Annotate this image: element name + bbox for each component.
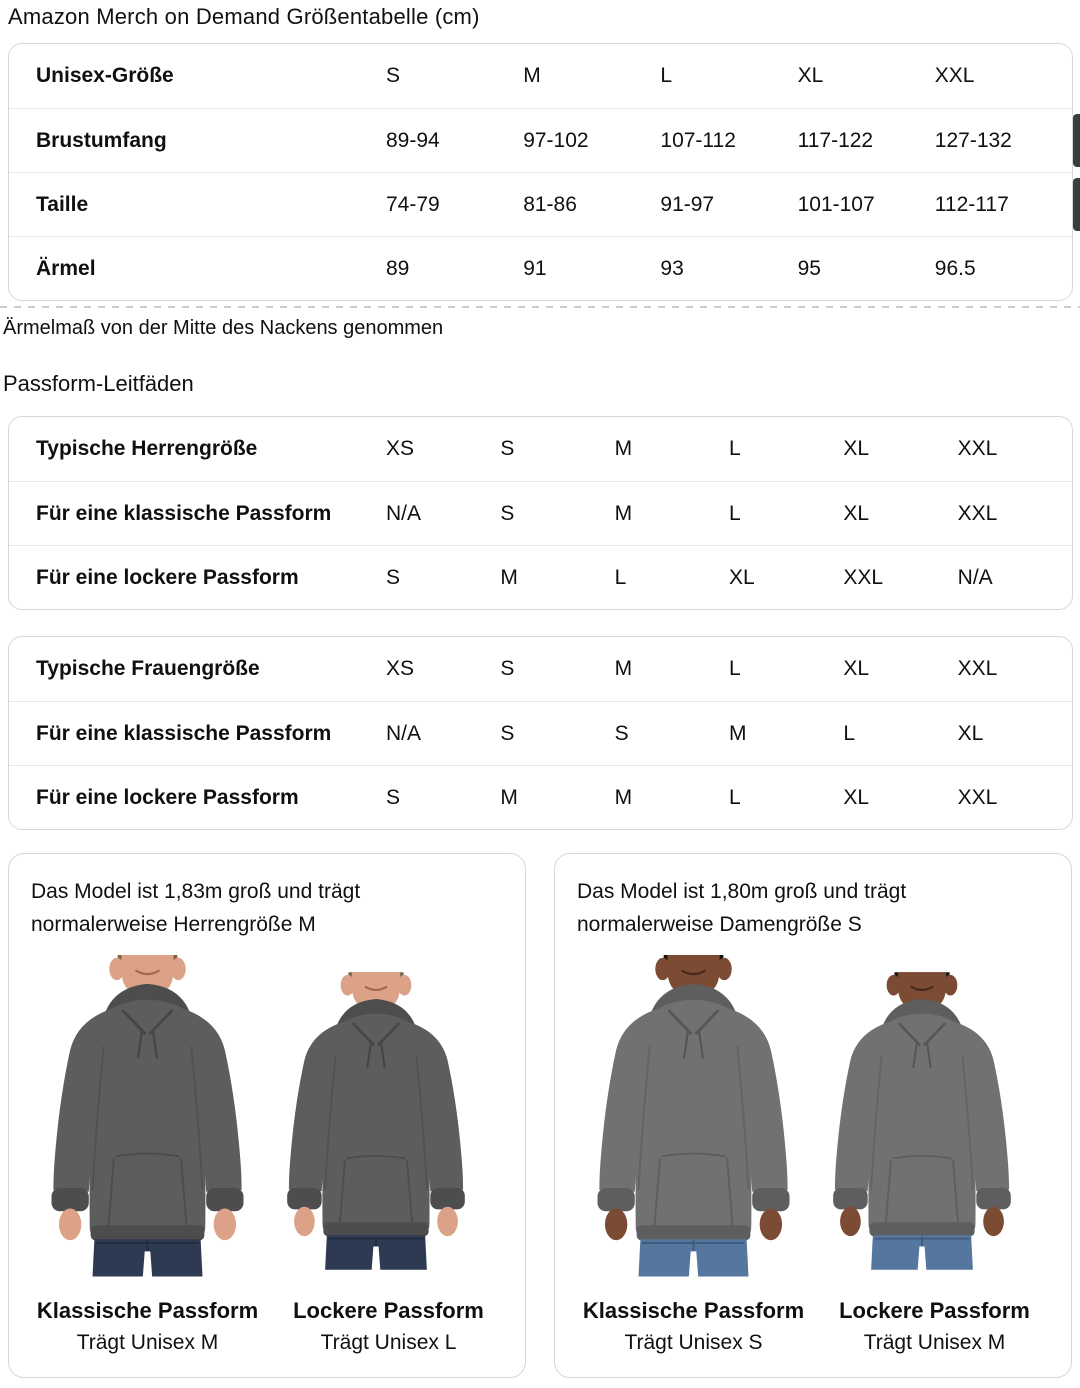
row-header: Brustumfang [36,128,167,152]
classic-fit-column [31,955,264,1355]
size-cell: L [614,565,627,589]
size-cell: 91-97 [660,192,715,216]
size-cell: S [614,721,629,745]
size-cell: L [729,501,741,525]
size-cell: S [500,721,515,745]
size-cell: L [843,721,856,745]
size-cell: XXL [957,501,998,525]
size-cell: XXL [843,565,884,589]
size-cell: XXL [934,64,975,87]
row-header: Für eine lockere Passform [36,785,299,809]
female-classic-fit-photo [577,955,810,1287]
size-cell: M [500,565,518,589]
table-row [9,765,1072,829]
mens-model-card [8,853,526,1378]
size-cell: XXL [957,657,998,680]
female-loose-fit-photo [818,955,1051,1287]
row-header: Ärmel [36,256,96,280]
model-description: Das Model ist 1,80m groß und trägt normalerweise Damengröße S [577,880,907,936]
size-cell: L [729,437,741,460]
row-header: Typische Herrengröße [36,437,258,460]
size-cell: M [614,501,633,525]
row-header: Unisex-Größe [36,64,174,87]
size-cell: L [729,785,741,809]
fit-guides-heading: Passform-Leitfäden [3,371,194,396]
row-header: Taille [36,192,89,216]
loose-fit-column [272,955,505,1355]
size-cell: 81-86 [523,192,577,216]
size-cell: S [500,657,515,680]
womens-model-card [554,853,1072,1378]
size-cell: M [614,657,633,680]
loose-fit-column [818,955,1051,1355]
table-row [9,44,1072,108]
size-cell: 91 [523,256,547,280]
size-cell: 93 [660,256,684,280]
mens-fit-table [8,416,1073,610]
size-cell: 95 [797,256,821,280]
table-row [9,637,1072,701]
unisex-size-table [8,43,1073,301]
table-row [9,545,1072,609]
size-cell: XS [386,437,415,460]
row-scrollbar-thumb[interactable] [1073,178,1080,231]
fit-label: Lockere Passform [839,1298,1030,1323]
sleeve-measure-note: Ärmelmaß von der Mitte des Nackens genommen [3,317,444,339]
size-worn-label: Trägt Unisex M [863,1331,1006,1354]
table-row [9,108,1072,172]
size-cell: S [386,785,401,809]
size-worn-label: Trägt Unisex S [624,1331,763,1354]
size-cell: XS [386,657,415,680]
size-cell: 97-102 [523,128,589,152]
row-scrollbar-thumb[interactable] [1073,114,1080,167]
table-row [9,481,1072,545]
size-cell: S [500,437,515,460]
table-row [9,701,1072,765]
row-header: Für eine lockere Passform [36,565,299,589]
size-cell: M [614,785,633,809]
size-cell: N/A [957,565,993,589]
size-worn-label: Trägt Unisex L [320,1331,457,1354]
dashed-divider [0,306,1080,308]
womens-fit-table [8,636,1073,830]
size-cell: N/A [386,721,422,745]
size-cell: 127-132 [934,128,1012,152]
size-cell: 96.5 [934,256,976,280]
fit-label: Klassische Passform [582,1298,805,1323]
size-cell: XL [843,501,870,525]
table-row [9,172,1072,236]
male-classic-fit-photo [31,955,264,1287]
row-header: Für eine klassische Passform [36,501,332,525]
size-cell: L [660,64,673,87]
photo-row [577,955,1051,1355]
size-cell: XL [729,565,755,589]
size-cell: M [729,721,747,745]
size-cell: 89-94 [386,128,440,152]
size-cell: M [614,437,633,460]
size-cell: 112-117 [934,192,1009,216]
size-cell: S [500,501,515,525]
fit-label: Lockere Passform [293,1298,484,1323]
size-cell: 107-112 [660,128,736,152]
row-header: Typische Frauengröße [36,657,260,680]
size-cell: XXL [957,785,998,809]
size-cell: XL [843,437,870,460]
model-description: Das Model ist 1,83m groß und trägt normalerweise Herrengröße M [31,880,361,936]
male-loose-fit-photo [272,955,505,1287]
size-cell: S [386,64,401,87]
size-cell: 74-79 [386,192,440,216]
size-worn-label: Trägt Unisex M [76,1331,219,1354]
size-cell: N/A [386,501,422,525]
size-cell: L [729,657,741,680]
size-cell: 89 [386,256,410,280]
classic-fit-column [577,955,810,1355]
photo-row [31,955,505,1355]
fit-label: Klassische Passform [36,1298,259,1323]
size-cell: M [523,64,541,87]
model-cards [8,853,1072,1378]
table-row [9,236,1072,300]
size-cell: M [500,785,518,809]
size-cell: 117-122 [797,128,874,152]
size-cell: XL [957,721,984,745]
size-cell: XL [797,64,824,87]
table-row [9,417,1072,481]
page-title: Amazon Merch on Demand Größentabelle (cm) [8,4,480,29]
size-cell: S [386,565,401,589]
size-cell: XL [843,657,870,680]
row-header: Für eine klassische Passform [36,721,332,745]
size-cell: XXL [957,437,998,460]
size-cell: 101-107 [797,192,875,216]
size-cell: XL [843,785,870,809]
